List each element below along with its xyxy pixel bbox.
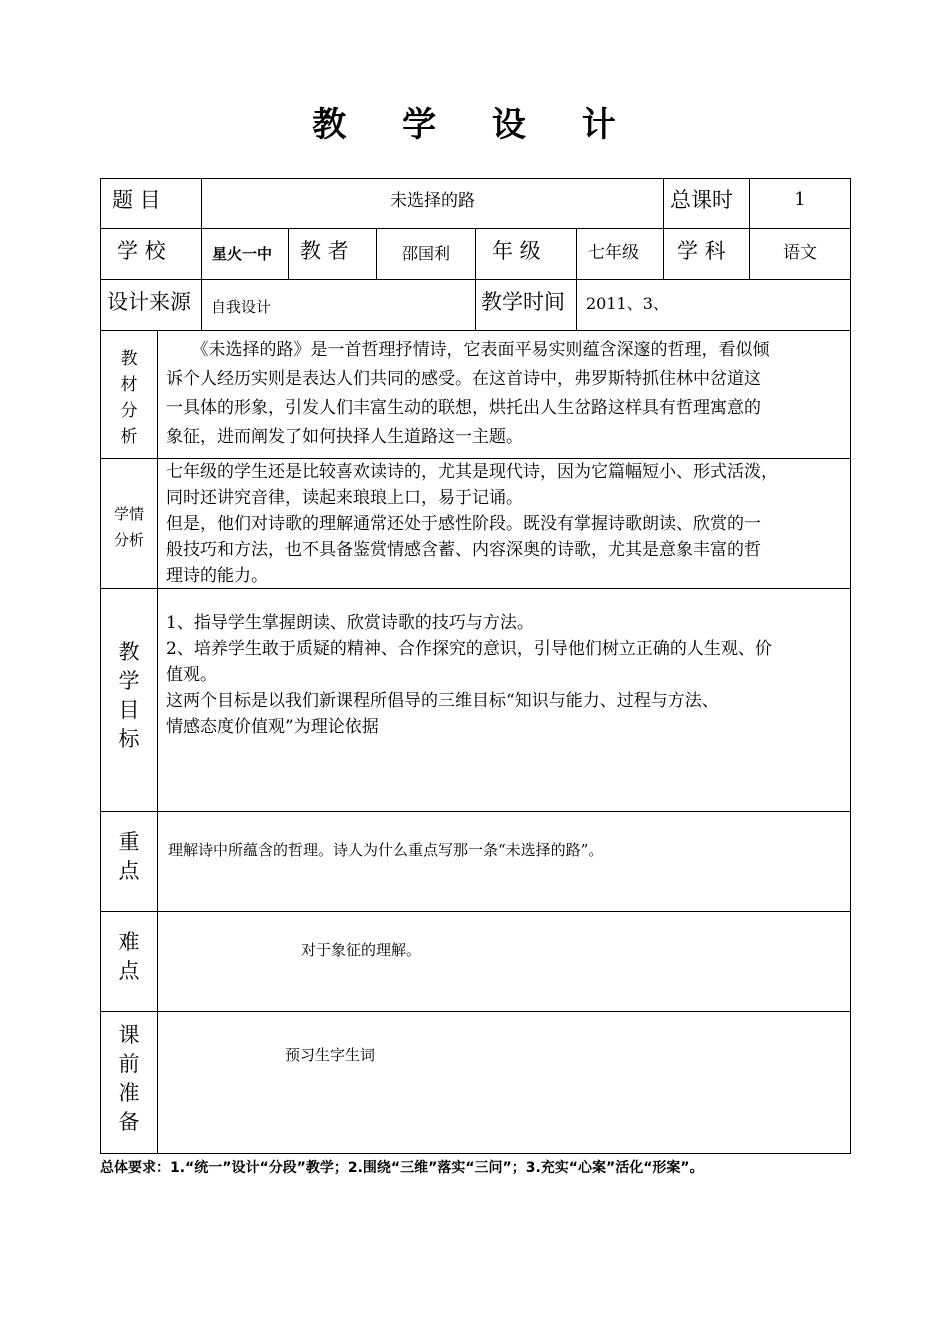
text-line: 一具体的形象，引发人们丰富生动的联想，烘托出人生岔路这样具有哲理寓意的 <box>166 398 761 418</box>
source-value: 自我设计 <box>211 298 272 316</box>
key-point-text: 理解诗中所蕴含的哲理。诗人为什么重点写那一条“未选择的路”。 <box>168 841 604 859</box>
teaching-goals-label <box>101 638 157 754</box>
preparation-text: 预习生字生词 <box>285 1046 376 1064</box>
label-char: 标 <box>118 727 140 751</box>
grade-value: 七年级 <box>588 243 639 263</box>
grade-label: 年 级 <box>492 239 541 263</box>
label-char: 材 <box>120 375 138 395</box>
label-char: 点 <box>118 959 140 983</box>
table-rule <box>100 811 851 812</box>
hours-value: 1 <box>794 189 806 210</box>
label-char: 析 <box>120 427 138 447</box>
table-rule-v <box>576 228 577 330</box>
table-border-right <box>850 178 851 1154</box>
table-rule <box>100 330 851 331</box>
subject-label: 学 科 <box>677 239 726 263</box>
material-analysis-label <box>101 346 157 450</box>
label-line: 学情 <box>113 505 144 523</box>
text-line: 般技巧和方法，也不具备鉴赏情感含蓄、内容深奥的诗歌，尤其是意象丰富的哲 <box>166 540 761 560</box>
text-line: 同时还讲究音律，读起来琅琅上口，易于记诵。 <box>166 488 523 508</box>
text-line: 情感态度价值观”为理论依据 <box>166 717 379 737</box>
key-point-label <box>101 828 157 886</box>
teacher-value: 邵国利 <box>402 244 451 263</box>
label-char: 点 <box>118 859 140 883</box>
label-char: 教 <box>118 640 140 664</box>
label-char: 课 <box>118 1023 140 1047</box>
topic-value: 未选择的路 <box>390 191 475 211</box>
difficulty-label <box>101 928 157 986</box>
preparation-label <box>101 1021 157 1137</box>
label-char: 教 <box>120 349 138 369</box>
hours-label: 总课时 <box>670 188 733 212</box>
source-label: 设计来源 <box>107 290 191 314</box>
table-rule-v <box>663 178 664 229</box>
student-analysis-text <box>166 459 850 589</box>
table-rule-v <box>157 330 158 1154</box>
label-char: 重 <box>118 830 140 854</box>
text-line: 象征，进而阐发了如何抉择人生道路这一主题。 <box>166 427 523 447</box>
text-line: 2、培养学生敢于质疑的精神、合作探究的意识，引导他们树立正确的人生观、价 <box>166 639 772 659</box>
label-char: 备 <box>118 1110 140 1134</box>
teacher-label: 教 者 <box>300 239 349 263</box>
table-rule <box>100 1011 851 1012</box>
table-rule-v <box>475 228 476 330</box>
label-char: 学 <box>118 669 140 693</box>
text-line: 但是，他们对诗歌的理解通常还处于感性阶段。既没有掌握诗歌朗读、欣赏的一 <box>166 514 761 534</box>
table-rule <box>100 911 851 912</box>
label-char: 前 <box>118 1052 140 1076</box>
time-value: 2011、3、 <box>586 294 669 313</box>
difficulty-text: 对于象征的理解。 <box>301 941 422 959</box>
text-line: 理诗的能力。 <box>166 566 268 586</box>
topic-label: 题 目 <box>112 188 161 212</box>
text-line: 值观。 <box>166 665 217 685</box>
label-char: 目 <box>118 698 140 722</box>
teaching-goals-text <box>166 610 850 740</box>
school-label: 学 校 <box>117 239 166 263</box>
table-rule-v <box>663 228 664 279</box>
text-line: 这两个目标是以我们新课程所倡导的三维目标“知识与能力、过程与方法、 <box>166 691 719 711</box>
time-label: 教学时间 <box>481 290 565 314</box>
label-char: 分 <box>120 401 138 421</box>
text-line: 1、指导学生掌握朗读、欣赏诗歌的技巧与方法。 <box>166 613 534 633</box>
subject-value: 语文 <box>783 243 817 263</box>
student-analysis-label <box>101 501 157 553</box>
document-title: 教 学 设 计 <box>312 105 638 145</box>
text-line: 诉个人经历实则是表达人们共同的感受。在这首诗中，弗罗斯特抓住林中岔道这 <box>166 369 761 389</box>
label-char: 难 <box>118 930 140 954</box>
table-rule-v <box>288 228 289 279</box>
table-border-bottom <box>100 1153 851 1154</box>
label-line: 分析 <box>113 531 144 549</box>
general-requirements-footer: 总体要求：1.“统一”设计“分段”教学；2.围绕“三维”落实“三问”；3.充实“心案”活化“形案”。 <box>100 1160 704 1176</box>
label-char: 准 <box>118 1081 140 1105</box>
text-line: 《未选择的路》是一首哲理抒情诗，它表面平易实则蕴含深邃的哲理，看似倾 <box>166 340 770 360</box>
text-line: 七年级的学生还是比较喜欢读诗的，尤其是现代诗，因为它篇幅短小、形式活泼， <box>166 462 778 482</box>
material-analysis-text <box>166 336 850 452</box>
table-border-top <box>100 178 851 179</box>
school-value: 星火一中 <box>212 245 273 263</box>
